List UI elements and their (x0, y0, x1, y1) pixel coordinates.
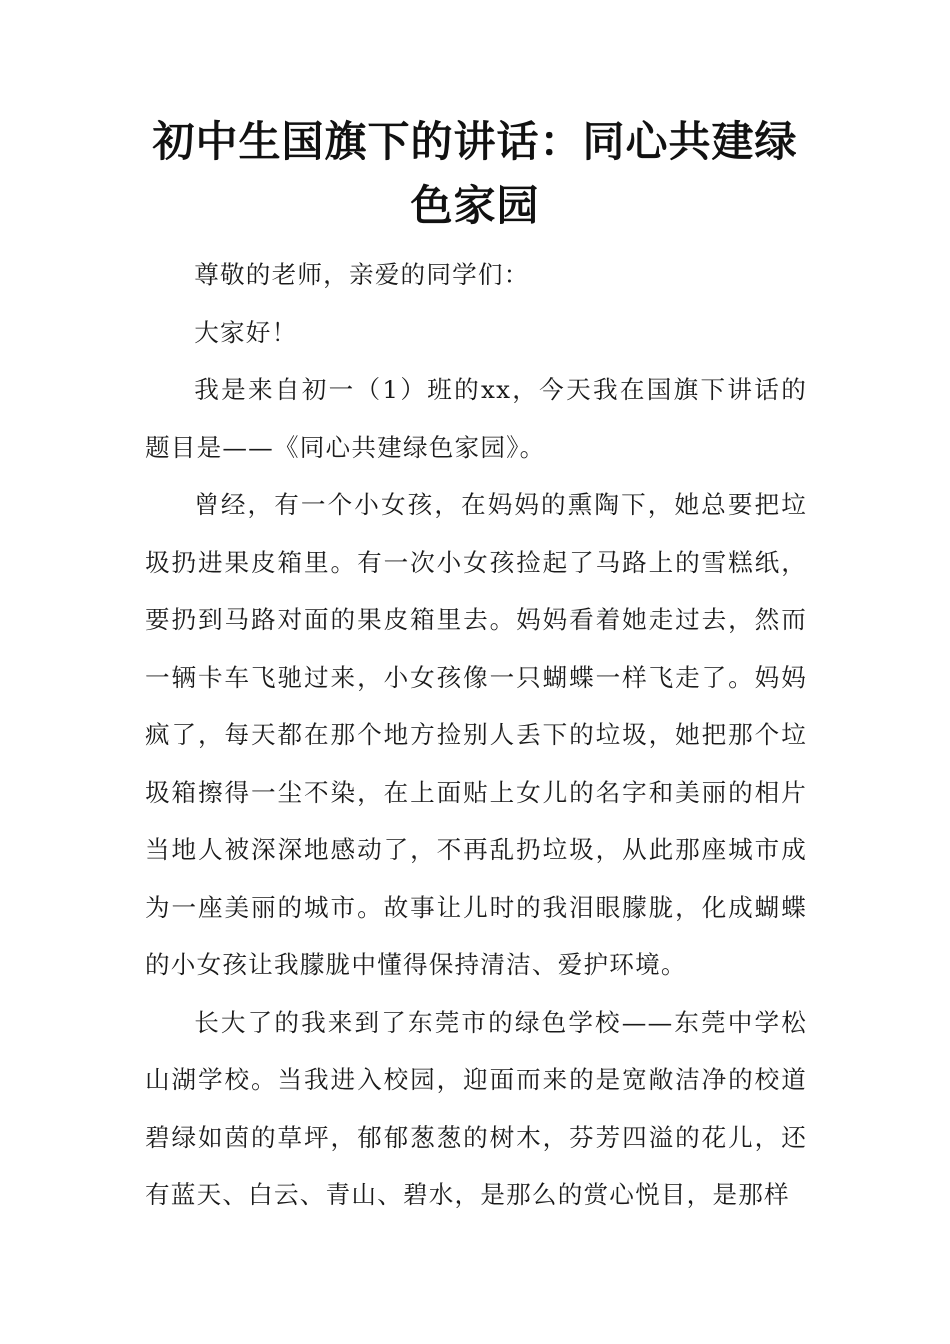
paragraph-greeting: 尊敬的老师，亲爱的同学们： (194, 260, 530, 289)
paragraph-story: 曾经，有一个小女孩，在妈妈的熏陶下，她总要把垃圾扔进果皮箱里。有一次小女孩捡起了马路上的雪糕纸，要扔到马路对面的果皮箱里去。妈妈看着她走过去，然而一辆卡车飞驰过来，小女孩像一只蝴蝶一样飞走了。妈妈疯了，每天都在那个地方捡别人丢下的垃圾，她把那个垃圾箱擦得一尘不染，在上面贴上女儿的名字和美丽的相片当地人被深深地感动了，不再乱扔垃圾，从此那座城市成为一座美丽的城市。故事让儿时的我泪眼朦胧，化成蝴蝶的小女孩让我朦胧中懂得保持清洁、爱护环境。 (145, 490, 807, 979)
paragraph-intro: 我是来自初一（1）班的xx，今天我在国旗下讲话的题目是——《同心共建绿色家园》。 (145, 375, 807, 462)
document-title: 初中生国旗下的讲话：同心共建绿色家园 (152, 117, 798, 230)
document-body (145, 246, 807, 1224)
paragraph-school: 长大了的我来到了东莞市的绿色学校——东莞中学松山湖学校。当我进入校园，迎面而来的是宽敞洁净的校道碧绿如茵的草坪，郁郁葱葱的树木，芬芳四溢的花儿，还有蓝天、白云、青山、碧水，是那么的赏心悦目，是那样 (145, 1007, 807, 1209)
paragraph-hello: 大家好！ (194, 317, 298, 347)
